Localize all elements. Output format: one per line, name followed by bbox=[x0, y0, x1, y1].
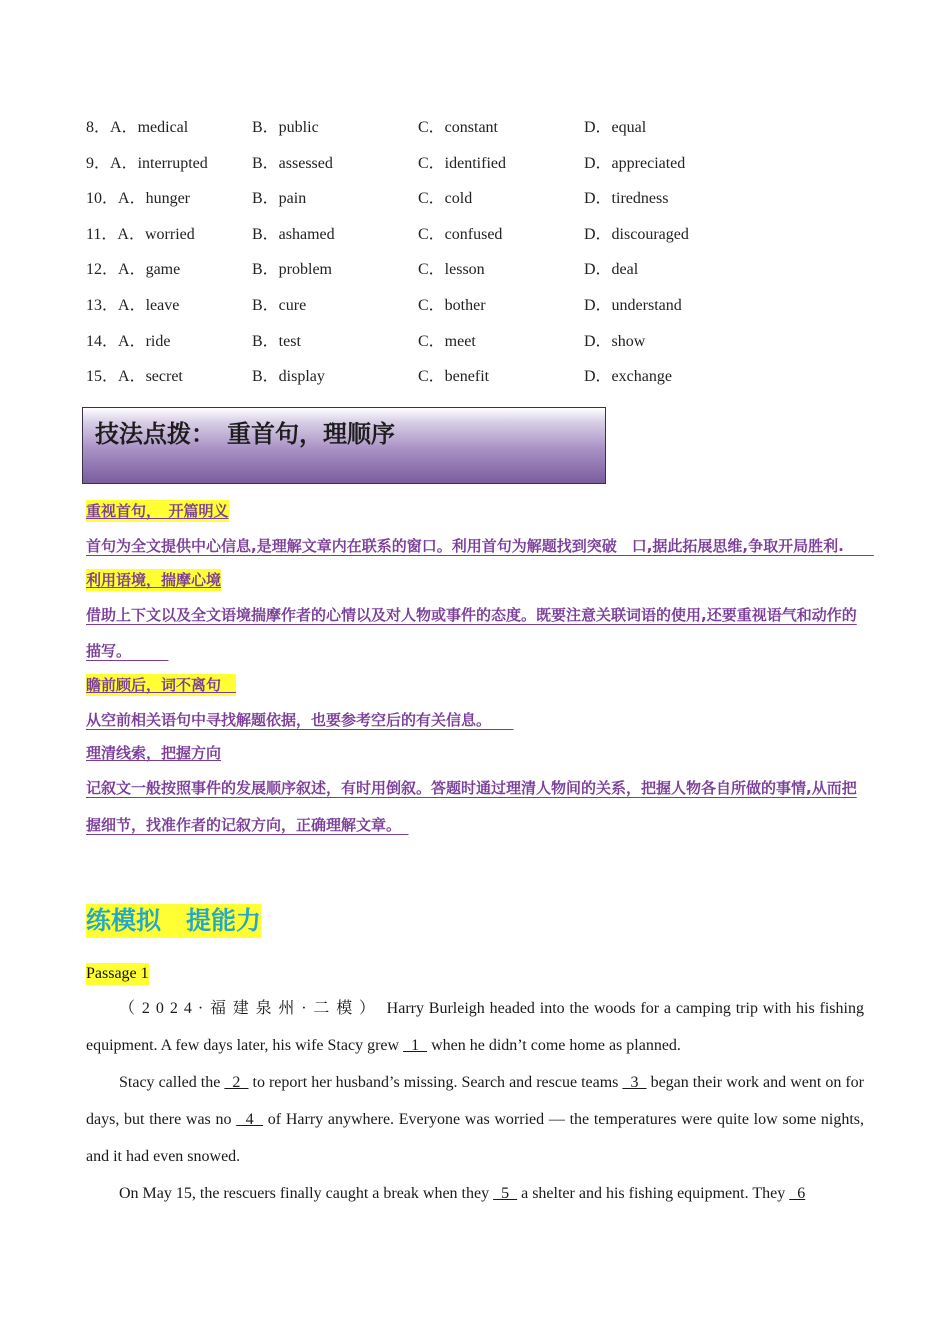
option-c: C．lesson bbox=[418, 261, 485, 279]
passage-text-run: a shelter and his fishing equipment. They bbox=[517, 1185, 790, 1202]
passage-paragraph-1 bbox=[86, 990, 864, 1064]
option-d: D．exchange bbox=[584, 368, 672, 386]
option-b: B．public bbox=[252, 119, 319, 136]
passage-text-run: began their work and went on for days, but there was no bbox=[86, 1074, 865, 1128]
option-text: A．interrupted bbox=[110, 154, 208, 172]
blank-1: 1 bbox=[403, 1037, 428, 1054]
passage-paragraph-2 bbox=[86, 1064, 864, 1175]
passage-text-run: On May 15, the rescuers finally caught a break when they bbox=[119, 1185, 494, 1202]
answer-options bbox=[86, 110, 886, 395]
blank-5: 5 bbox=[493, 1185, 518, 1202]
passage-label: Passage 1 bbox=[86, 963, 149, 985]
option-b: B．problem bbox=[252, 261, 332, 279]
option-d: D．tiredness bbox=[584, 190, 669, 208]
option-b: B．display bbox=[252, 368, 325, 386]
banner-title: 技法点拨： 重首句，理顺序 bbox=[95, 420, 395, 448]
option-d: D．show bbox=[584, 332, 646, 350]
tips-banner bbox=[82, 407, 606, 484]
option-a bbox=[86, 217, 195, 253]
passage-text-run: to report her husband’s missing. Search and rescue teams bbox=[248, 1074, 623, 1091]
option-d: D．equal bbox=[584, 119, 647, 136]
blank-4: 4 bbox=[236, 1111, 264, 1128]
option-a bbox=[86, 288, 179, 324]
tip-heading: 理清线索，把握方向 bbox=[86, 744, 222, 762]
passage-text-run: Stacy called the bbox=[119, 1074, 225, 1091]
tip-heading: 瞻前顾后，词不离句 bbox=[86, 675, 237, 694]
option-a bbox=[86, 359, 183, 395]
option-text: A．worried bbox=[117, 225, 195, 243]
option-c: C．confused bbox=[418, 225, 503, 243]
option-row bbox=[86, 217, 886, 253]
question-number: 12． bbox=[86, 261, 119, 279]
tip-heading: 利用语境，揣摩心境 bbox=[86, 570, 222, 589]
practice-heading: 练模拟 提能力 bbox=[86, 904, 261, 938]
question-number: 11． bbox=[86, 225, 118, 243]
option-b: B．pain bbox=[252, 190, 307, 208]
question-number: 14． bbox=[86, 332, 119, 350]
passage-source: （2024·福建泉州·二模） bbox=[119, 1000, 382, 1017]
option-b: B．test bbox=[252, 332, 301, 350]
option-a bbox=[86, 324, 170, 360]
question-number: 8． bbox=[86, 119, 111, 136]
option-row bbox=[86, 181, 886, 217]
option-row bbox=[86, 288, 886, 324]
option-a bbox=[86, 110, 188, 146]
tip-body: 借助上下文以及全文语境揣摩作者的心情以及对人物或事件的态度。既要注意关联词语的使用,还要重视语气和动作的描写。 bbox=[86, 605, 857, 660]
option-b: B．assessed bbox=[252, 154, 333, 172]
option-row bbox=[86, 359, 886, 395]
option-d: D．understand bbox=[584, 296, 682, 314]
question-number: 9． bbox=[86, 154, 111, 172]
option-d: D．deal bbox=[584, 261, 639, 279]
question-number: 13． bbox=[86, 296, 119, 314]
question-number: 10． bbox=[86, 190, 119, 208]
blank-3: 3 bbox=[622, 1074, 647, 1091]
tips-section bbox=[86, 498, 874, 843]
option-c: C．identified bbox=[418, 154, 506, 172]
option-row bbox=[86, 110, 886, 146]
tip-body: 从空前相关语句中寻找解题依据，也要参考空后的有关信息。 bbox=[86, 710, 514, 729]
option-b: B．cure bbox=[252, 296, 307, 314]
option-a bbox=[86, 146, 208, 182]
question-number: 15． bbox=[86, 368, 119, 386]
blank-6: 6 bbox=[789, 1185, 806, 1202]
passage-text-run: when he didn’t come home as planned. bbox=[427, 1037, 681, 1054]
option-a bbox=[86, 252, 180, 288]
tip-body: 首句为全文提供中心信息,是理解文章内在联系的窗口。利用首句为解题找到突破 口,据此拓展思维,争取开局胜利. bbox=[86, 537, 874, 555]
option-c: C．bother bbox=[418, 296, 486, 314]
passage-text-run: of Harry anywhere. Everyone was worried — the temperatures were quite low some nights, and it had even snowed. bbox=[86, 1111, 864, 1165]
option-text: A．game bbox=[118, 261, 181, 279]
option-c: C．cold bbox=[418, 190, 473, 208]
option-row bbox=[86, 146, 886, 182]
tip-body: 记叙文一般按照事件的发展顺序叙述，有时用倒叙。答题时通过理清人物间的关系，把握人物各自所做的事情,从而把握细节，找准作者的记叙方向，正确理解文章。 bbox=[86, 779, 857, 834]
option-c: C．constant bbox=[418, 119, 498, 136]
option-row bbox=[86, 324, 886, 360]
passage-text bbox=[86, 990, 864, 1212]
blank-2: 2 bbox=[224, 1074, 249, 1091]
passage-paragraph-3 bbox=[86, 1175, 864, 1212]
option-text: A．hunger bbox=[118, 190, 191, 208]
option-c: C．benefit bbox=[418, 368, 490, 386]
option-text: A．medical bbox=[110, 119, 189, 136]
option-text: A．leave bbox=[118, 296, 180, 314]
tip-heading: 重视首句， 开篇明义 bbox=[86, 502, 229, 520]
option-d: D．appreciated bbox=[584, 154, 686, 172]
option-row bbox=[86, 252, 886, 288]
option-text: A．ride bbox=[118, 332, 171, 350]
passage-text-run: Harry Burleigh headed into the woods for a camping trip with his fishing equipment. A few days later, his wife Stacy grew bbox=[86, 1000, 864, 1054]
option-b: B．ashamed bbox=[252, 225, 335, 243]
option-c: C．meet bbox=[418, 332, 476, 350]
option-text: A．secret bbox=[118, 368, 183, 386]
option-d: D．discouraged bbox=[584, 225, 689, 243]
option-a bbox=[86, 181, 190, 217]
